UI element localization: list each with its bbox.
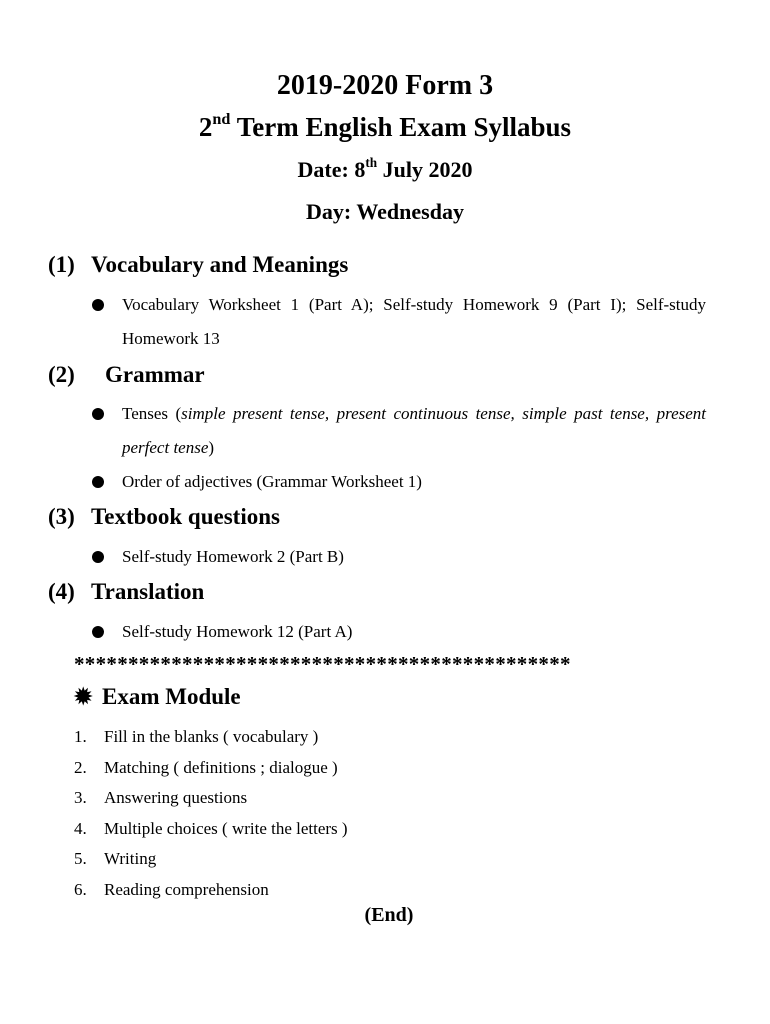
bullet-dot-icon bbox=[92, 408, 104, 420]
end-marker: (End) bbox=[364, 904, 414, 926]
bullet-item bbox=[92, 397, 706, 465]
bullet-item bbox=[92, 465, 706, 499]
exam-day: Day: Wednesday bbox=[306, 199, 464, 224]
bullet-dot-icon bbox=[92, 626, 104, 638]
list-item: 1. Fill in the blanks ( vocabulary ) bbox=[74, 727, 319, 746]
section-number: (2) bbox=[48, 362, 75, 387]
exam-date: Date: 8th July 2020 bbox=[297, 155, 473, 182]
section-title: Translation bbox=[91, 579, 205, 604]
bullet-dot-icon bbox=[92, 299, 104, 311]
section-number: (4) bbox=[48, 579, 75, 604]
section-title: Textbook questions bbox=[91, 504, 280, 529]
section-vocabulary-heading bbox=[48, 252, 348, 278]
section-textbook-heading bbox=[48, 504, 280, 530]
bullet-text: Self-study Homework 12 (Part A) bbox=[122, 622, 353, 641]
sun-burst-icon: ✹ bbox=[74, 684, 93, 709]
bullet-text: Vocabulary Worksheet 1 (Part A); Self-study Homework 9 (Part I); Self-study Homework 13 bbox=[122, 295, 706, 348]
title-year-form: 2019-2020 Form 3 bbox=[276, 70, 494, 101]
title-term-syllabus: 2nd Term English Exam Syllabus bbox=[198, 110, 572, 142]
bullet-dot-icon bbox=[92, 551, 104, 563]
bullet-dot-icon bbox=[92, 476, 104, 488]
section-translation-heading bbox=[48, 579, 204, 605]
section-title: Vocabulary and Meanings bbox=[91, 252, 349, 277]
exam-module-list bbox=[74, 722, 348, 905]
section-number: (3) bbox=[48, 504, 75, 529]
section-number: (1) bbox=[48, 252, 75, 277]
section-grammar-heading bbox=[48, 362, 205, 388]
bullet-item bbox=[92, 615, 706, 649]
bullet-item bbox=[92, 288, 706, 356]
list-item: 4. Multiple choices ( write the letters ) bbox=[74, 818, 348, 838]
bullet-item bbox=[92, 540, 706, 574]
list-item: 6. Reading comprehension bbox=[74, 879, 269, 899]
list-item: 3. Answering questions bbox=[74, 788, 248, 807]
exam-module-heading bbox=[74, 684, 241, 710]
module-title: Exam Module bbox=[102, 684, 241, 709]
bullet-text: Order of adjectives (Grammar Worksheet 1) bbox=[122, 472, 422, 491]
asterisk-separator: ********************************************** bbox=[74, 652, 571, 676]
list-item: 5. Writing bbox=[74, 849, 157, 868]
bullet-text: Tenses (simple present tense, present continuous tense, simple past tense, present perfect tense) bbox=[122, 404, 707, 457]
section-title: Grammar bbox=[105, 362, 205, 387]
bullet-text: Self-study Homework 2 (Part B) bbox=[122, 547, 344, 566]
list-item: 2. Matching ( definitions ; dialogue ) bbox=[74, 757, 338, 777]
